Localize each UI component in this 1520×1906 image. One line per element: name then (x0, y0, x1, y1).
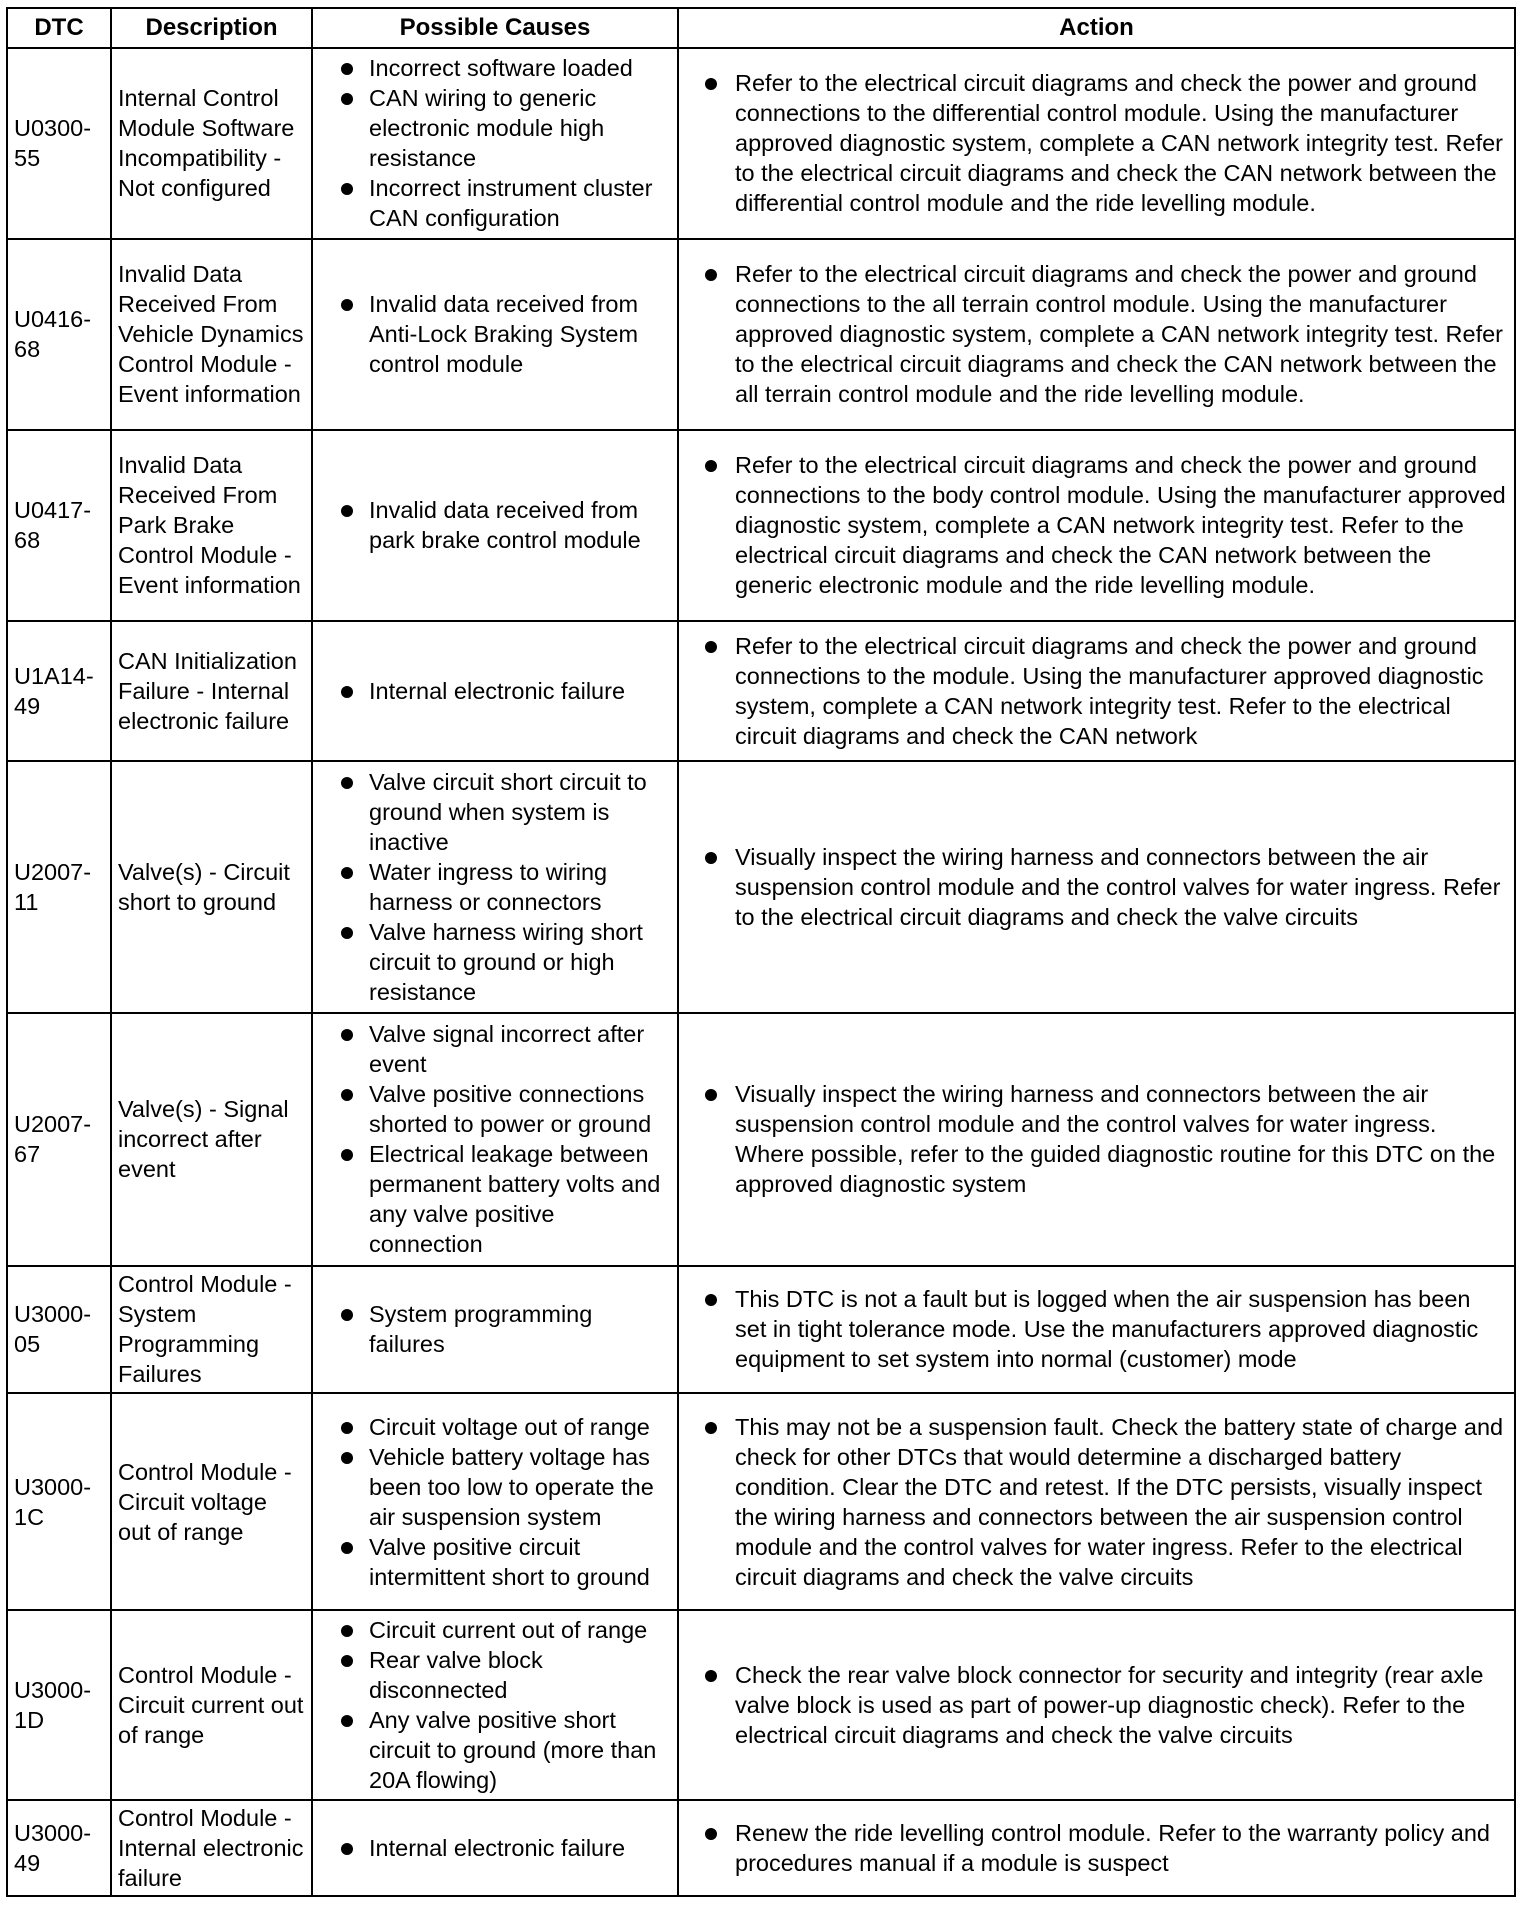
possible-cause-item: Any valve positive short circuit to ground (more than 20A flowing) (319, 1705, 671, 1795)
possible-causes-cell (312, 1610, 678, 1800)
possible-causes-list (319, 495, 671, 555)
action-cell (678, 621, 1515, 761)
action-item: Refer to the electrical circuit diagrams and check the power and ground connections to the module. Using the manufacturer approved diagnostic system, complete a CAN network integrity test. Refer to the electrical circuit diagrams and check the CAN network (685, 631, 1508, 751)
dtc-code: U0300-55 (7, 48, 111, 239)
dtc-table (6, 7, 1516, 1897)
possible-causes-cell (312, 1393, 678, 1610)
action-cell (678, 1266, 1515, 1393)
action-item: This DTC is not a fault but is logged when the air suspension has been set in tight tolerance mode. Use the manufacturers approved diagnostic equipment to set system into normal (customer) mode (685, 1284, 1508, 1374)
dtc-code: U0417-68 (7, 430, 111, 621)
possible-causes-list (319, 767, 671, 1007)
possible-causes-list (319, 1019, 671, 1259)
action-list (685, 842, 1508, 932)
header-action: Action (678, 8, 1515, 48)
header-possible-causes: Possible Causes (312, 8, 678, 48)
possible-causes-list (319, 1833, 671, 1863)
possible-cause-item: Circuit current out of range (319, 1615, 671, 1645)
dtc-description: Valve(s) - Signal incorrect after event (111, 1013, 312, 1266)
action-cell (678, 1013, 1515, 1266)
possible-causes-list (319, 1615, 671, 1795)
possible-causes-cell (312, 239, 678, 430)
table-row (7, 1800, 1515, 1896)
table-row (7, 1393, 1515, 1610)
possible-cause-item: Incorrect software loaded (319, 53, 671, 83)
header-description: Description (111, 8, 312, 48)
dtc-description: Internal Control Module Software Incompatibility - Not configured (111, 48, 312, 239)
action-list (685, 259, 1508, 409)
dtc-code: U0416-68 (7, 239, 111, 430)
action-list (685, 68, 1508, 218)
table-row (7, 430, 1515, 621)
table-row (7, 48, 1515, 239)
dtc-description: CAN Initialization Failure - Internal electronic failure (111, 621, 312, 761)
dtc-description: Control Module - Circuit current out of range (111, 1610, 312, 1800)
dtc-description: Control Module - Circuit voltage out of range (111, 1393, 312, 1610)
possible-causes-list (319, 1299, 671, 1359)
table-row (7, 621, 1515, 761)
possible-cause-item: Internal electronic failure (319, 1833, 671, 1863)
table-row (7, 1266, 1515, 1393)
action-list (685, 1660, 1508, 1750)
header-row (7, 8, 1515, 48)
action-cell (678, 761, 1515, 1014)
possible-causes-cell (312, 761, 678, 1014)
table-row (7, 1013, 1515, 1266)
table-row (7, 761, 1515, 1014)
action-item: Refer to the electrical circuit diagrams and check the power and ground connections to the differential control module. Using the manufacturer approved diagnostic system, complete a CAN network integrity test. Refer to the electrical circuit diagrams and check the CAN network between the differential control module and the ride levelling module. (685, 68, 1508, 218)
dtc-code: U3000-49 (7, 1800, 111, 1896)
possible-causes-list (319, 289, 671, 379)
action-list (685, 1818, 1508, 1878)
action-cell (678, 48, 1515, 239)
dtc-code: U3000-1D (7, 1610, 111, 1800)
dtc-code: U3000-1C (7, 1393, 111, 1610)
action-item: This may not be a suspension fault. Check the battery state of charge and check for other DTCs that would determine a discharged battery condition. Clear the DTC and retest. If the DTC persists, visually inspect the wiring harness and connectors between the air suspension control module and the control valves for water ingress. Refer to the electrical circuit diagrams and check the valve circuits (685, 1412, 1508, 1592)
possible-cause-item: Internal electronic failure (319, 676, 671, 706)
action-list (685, 1079, 1508, 1199)
possible-causes-cell (312, 1800, 678, 1896)
possible-causes-cell (312, 1013, 678, 1266)
action-list (685, 1412, 1508, 1592)
table-row (7, 1610, 1515, 1800)
action-item: Visually inspect the wiring harness and connectors between the air suspension control module and the control valves for water ingress. Where possible, refer to the guided diagnostic routine for this DTC on the approved diagnostic system (685, 1079, 1508, 1199)
possible-causes-list (319, 1412, 671, 1592)
action-cell (678, 1800, 1515, 1896)
possible-causes-list (319, 53, 671, 233)
possible-cause-item: Valve circuit short circuit to ground when system is inactive (319, 767, 671, 857)
table-body (7, 48, 1515, 1896)
action-cell (678, 1610, 1515, 1800)
possible-cause-item: Valve harness wiring short circuit to ground or high resistance (319, 917, 671, 1007)
action-item: Refer to the electrical circuit diagrams and check the power and ground connections to the all terrain control module. Using the manufacturer approved diagnostic system, complete a CAN network integrity test. Refer to the electrical circuit diagrams and check the CAN network between the all terrain control module and the ride levelling module. (685, 259, 1508, 409)
possible-cause-item: Invalid data received from Anti-Lock Braking System control module (319, 289, 671, 379)
possible-cause-item: Water ingress to wiring harness or connectors (319, 857, 671, 917)
possible-causes-list (319, 676, 671, 706)
possible-cause-item: Circuit voltage out of range (319, 1412, 671, 1442)
table-row (7, 239, 1515, 430)
dtc-description: Control Module - Internal electronic failure (111, 1800, 312, 1896)
action-cell (678, 239, 1515, 430)
possible-cause-item: Incorrect instrument cluster CAN configuration (319, 173, 671, 233)
dtc-code: U1A14-49 (7, 621, 111, 761)
action-item: Check the rear valve block connector for security and integrity (rear axle valve block is used as part of power-up diagnostic check). Refer to the electrical circuit diagrams and check the valve circuits (685, 1660, 1508, 1750)
dtc-code: U2007-67 (7, 1013, 111, 1266)
dtc-code: U3000-05 (7, 1266, 111, 1393)
possible-cause-item: Valve positive connections shorted to power or ground (319, 1079, 671, 1139)
action-list (685, 631, 1508, 751)
action-list (685, 1284, 1508, 1374)
dtc-description: Invalid Data Received From Vehicle Dynamics Control Module - Event information (111, 239, 312, 430)
dtc-description: Control Module - System Programming Failures (111, 1266, 312, 1393)
possible-cause-item: System programming failures (319, 1299, 671, 1359)
action-cell (678, 1393, 1515, 1610)
action-item: Refer to the electrical circuit diagrams and check the power and ground connections to the body control module. Using the manufacturer approved diagnostic system, complete a CAN network integrity test. Refer to the electrical circuit diagrams and check the CAN network between the generic electronic module and the ride levelling module. (685, 450, 1508, 600)
possible-cause-item: CAN wiring to generic electronic module high resistance (319, 83, 671, 173)
action-list (685, 450, 1508, 600)
possible-causes-cell (312, 621, 678, 761)
dtc-code: U2007-11 (7, 761, 111, 1014)
possible-cause-item: Valve positive circuit intermittent short to ground (319, 1532, 671, 1592)
possible-causes-cell (312, 1266, 678, 1393)
possible-cause-item: Invalid data received from park brake control module (319, 495, 671, 555)
possible-causes-cell (312, 48, 678, 239)
action-item: Renew the ride levelling control module. Refer to the warranty policy and procedures manual if a module is suspect (685, 1818, 1508, 1878)
possible-cause-item: Valve signal incorrect after event (319, 1019, 671, 1079)
dtc-description: Invalid Data Received From Park Brake Control Module - Event information (111, 430, 312, 621)
possible-causes-cell (312, 430, 678, 621)
action-item: Visually inspect the wiring harness and connectors between the air suspension control module and the control valves for water ingress. Refer to the electrical circuit diagrams and check the valve circuits (685, 842, 1508, 932)
dtc-description: Valve(s) - Circuit short to ground (111, 761, 312, 1014)
action-cell (678, 430, 1515, 621)
possible-cause-item: Vehicle battery voltage has been too low to operate the air suspension system (319, 1442, 671, 1532)
possible-cause-item: Rear valve block disconnected (319, 1645, 671, 1705)
possible-cause-item: Electrical leakage between permanent battery volts and any valve positive connection (319, 1139, 671, 1259)
header-dtc: DTC (7, 8, 111, 48)
